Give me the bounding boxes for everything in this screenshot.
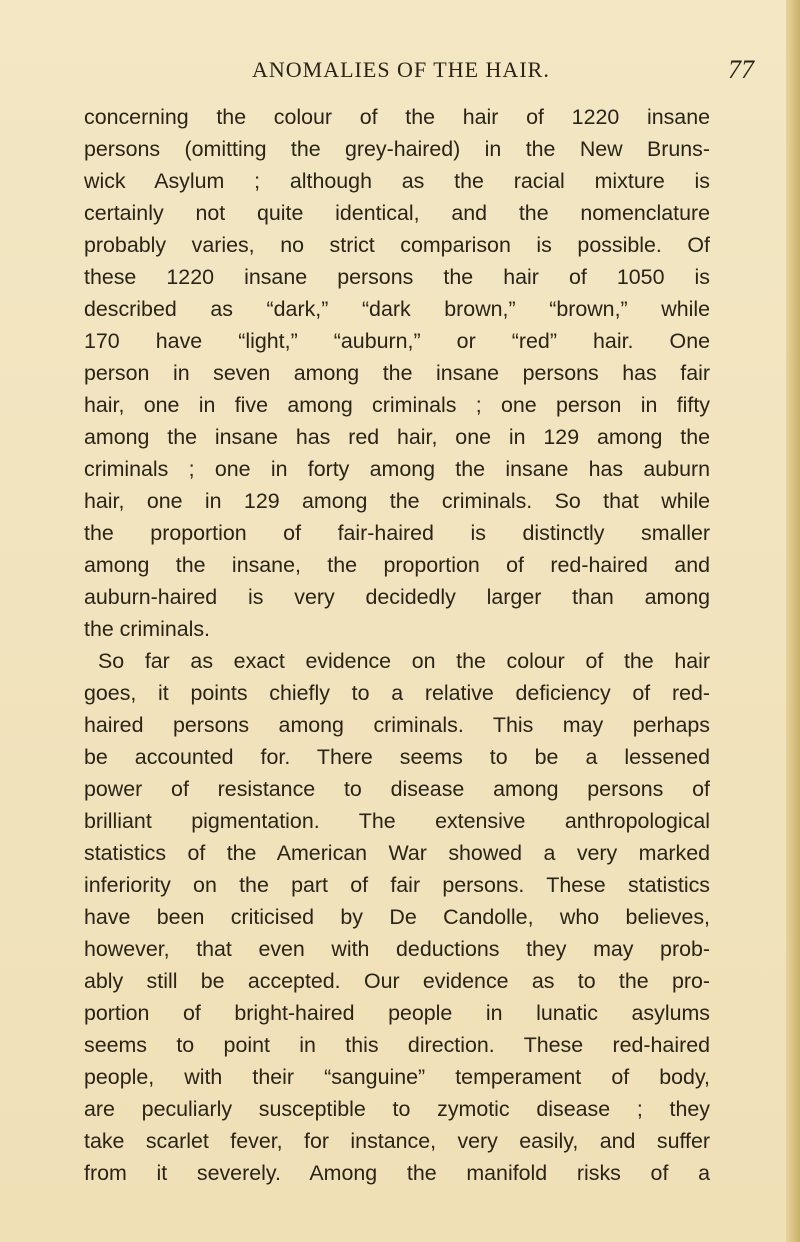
text-line: be accounted for. There seems to be a lessened [84, 745, 710, 769]
text-line: among the insane has red hair, one in 129 among the [84, 425, 710, 449]
text-line: goes, it points chiefly to a relative deficiency of red- [84, 681, 710, 705]
text-line: probably varies, no strict comparison is possible. Of [84, 233, 710, 257]
text-line: hair, one in 129 among the criminals. So that while [84, 489, 710, 513]
text-line: are peculiarly susceptible to zymotic disease ; they [84, 1097, 710, 1121]
text-line: hair, one in five among criminals ; one person in fifty [84, 393, 710, 417]
text-line: 170 have “light,” “auburn,” or “red” hair. One [84, 329, 710, 353]
text-line: criminals ; one in forty among the insane has auburn [84, 457, 710, 481]
text-line: power of resistance to disease among persons of [84, 777, 710, 801]
text-line: these 1220 insane persons the hair of 1050 is [84, 265, 710, 289]
text-line: however, that even with deductions they may prob- [84, 937, 710, 961]
text-line: concerning the colour of the hair of 1220 insane [84, 105, 710, 129]
paragraph-start-line: So far as exact evidence on the colour of the hair [98, 649, 710, 673]
page-number: 77 [728, 55, 754, 84]
body-text [84, 101, 784, 1189]
text-line: have been criticised by De Candolle, who believes, [84, 905, 710, 929]
text-line: haired persons among criminals. This may perhaps [84, 713, 710, 737]
text-line: brilliant pigmentation. The extensive anthropological [84, 809, 710, 833]
text-line: people, with their “sanguine” temperament of body, [84, 1065, 710, 1089]
text-line: auburn-haired is very decidedly larger than among [84, 585, 710, 609]
text-line: described as “dark,” “dark brown,” “brown,” while [84, 297, 710, 321]
text-line: take scarlet fever, for instance, very easily, and suffer [84, 1129, 710, 1153]
page-header [0, 57, 800, 87]
text-line: seems to point in this direction. These red-haired [84, 1033, 710, 1057]
text-line: from it severely. Among the manifold risks of a [84, 1161, 710, 1185]
text-line: persons (omitting the grey-haired) in the New Bruns- [84, 137, 710, 161]
text-line: statistics of the American War showed a very marked [84, 841, 710, 865]
text-line: person in seven among the insane persons has fair [84, 361, 710, 385]
text-line: ably still be accepted. Our evidence as to the pro- [84, 969, 710, 993]
text-line: wick Asylum ; although as the racial mixture is [84, 169, 710, 193]
page-edge [786, 0, 800, 1242]
text-line: among the insane, the proportion of red-haired and [84, 553, 710, 577]
text-line: inferiority on the part of fair persons. These statistics [84, 873, 710, 897]
text-line: the proportion of fair-haired is distinctly smaller [84, 521, 710, 545]
running-head: ANOMALIES OF THE HAIR. [252, 57, 550, 82]
text-line: certainly not quite identical, and the nomenclature [84, 201, 710, 225]
text-line: portion of bright-haired people in lunatic asylums [84, 1001, 710, 1025]
paragraph-end-line: the criminals. [84, 617, 211, 641]
